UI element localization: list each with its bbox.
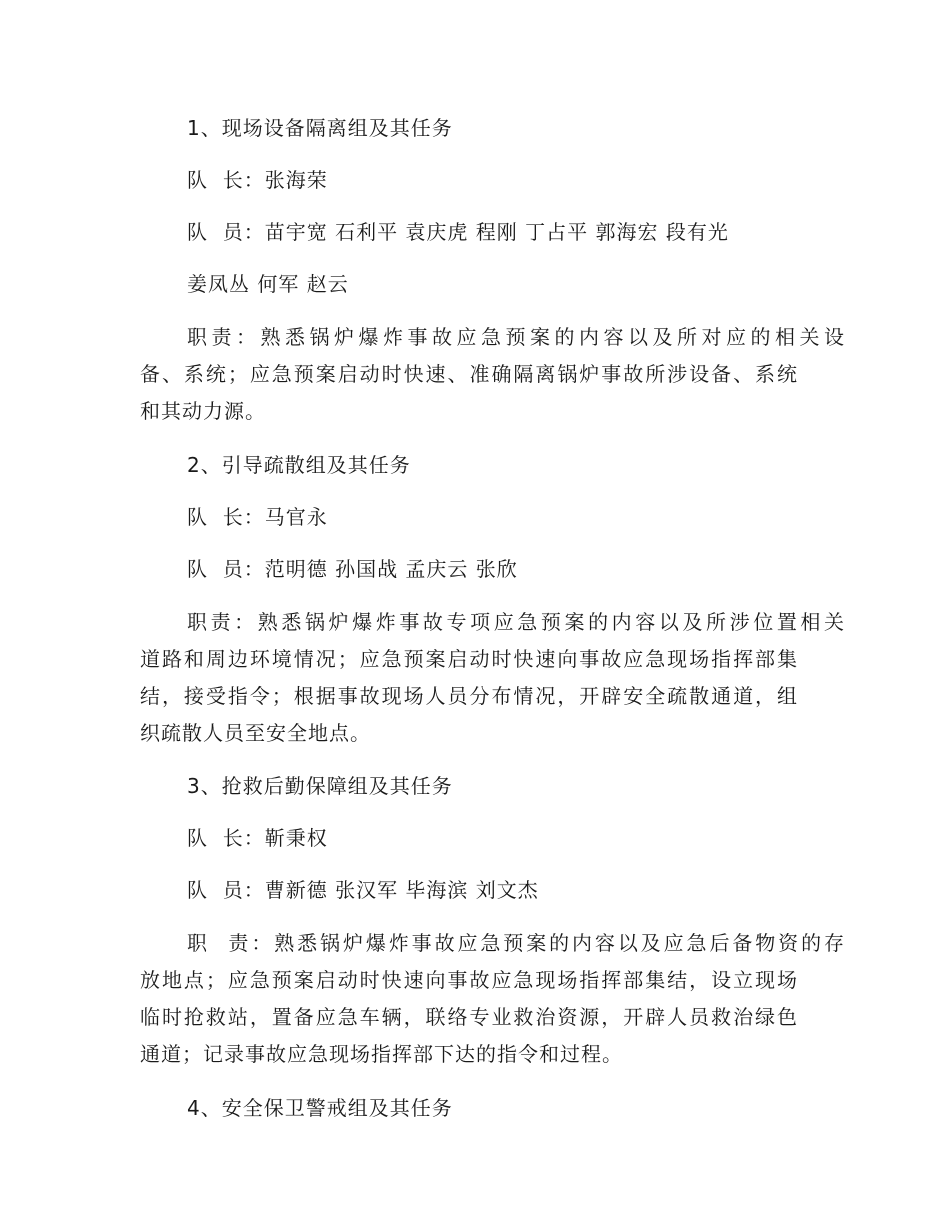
duty-paragraph-line [140,361,798,387]
duty-paragraph-line: 通道；记录事故应急现场指挥部下达的指令和过程。 [140,1042,623,1066]
duty-text: 结，接受指令；根据事故现场人员分布情况，开辟安全疏散通道，组 [140,684,798,708]
team-members: 队 员：范明德 孙国战 孟庆云 张欣 [187,557,518,581]
team-members-continued: 姜凤丛 何军 赵云 [187,272,349,296]
duty-text: 备、系统；应急预案启动时快速、准确隔离锅炉事故所涉设备、系统 [140,362,798,386]
duty-paragraph-line [140,1004,798,1030]
duty-text: 临时抢救站，置备应急车辆，联络专业救治资源，开辟人员救治绿色 [140,1005,798,1029]
team-leader: 队 长：张海荣 [187,168,328,192]
section-heading: 3、抢救后勤保障组及其任务 [187,774,453,798]
section-heading: 1、现场设备隔离组及其任务 [187,116,453,140]
duty-paragraph-line [187,930,845,956]
section-heading: 2、引导疏散组及其任务 [187,453,411,477]
duty-paragraph-line [140,646,798,672]
duty-text: 职 责：熟悉锅炉爆炸事故应急预案的内容以及应急后备物资的存 [187,931,845,955]
team-members: 队 员：苗宇宽 石利平 袁庆虎 程刚 丁占平 郭海宏 段有光 [187,220,729,244]
team-leader: 队 长：靳秉权 [187,826,328,850]
team-members: 队 员：曹新德 张汉军 毕海滨 刘文杰 [187,878,539,902]
duty-text: 职责：熟悉锅炉爆炸事故应急预案的内容以及所对应的相关设 [187,325,845,349]
team-leader: 队 长：马官永 [187,505,328,529]
duty-text: 放地点；应急预案启动时快速向事故应急现场指挥部集结，设立现场 [140,968,798,992]
duty-paragraph-line: 和其动力源。 [140,399,266,423]
section-heading: 4、安全保卫警戒组及其任务 [187,1096,453,1120]
duty-paragraph-line [140,683,798,709]
duty-text: 道路和周边环境情况；应急预案启动时快速向事故应急现场指挥部集 [140,647,798,671]
duty-paragraph-line: 织疏散人员至安全地点。 [140,721,371,745]
duty-paragraph-line [187,324,845,350]
duty-paragraph-line [140,967,798,993]
duty-text: 职责：熟悉锅炉爆炸事故专项应急预案的内容以及所涉位置相关 [187,610,845,634]
duty-paragraph-line [187,609,845,635]
